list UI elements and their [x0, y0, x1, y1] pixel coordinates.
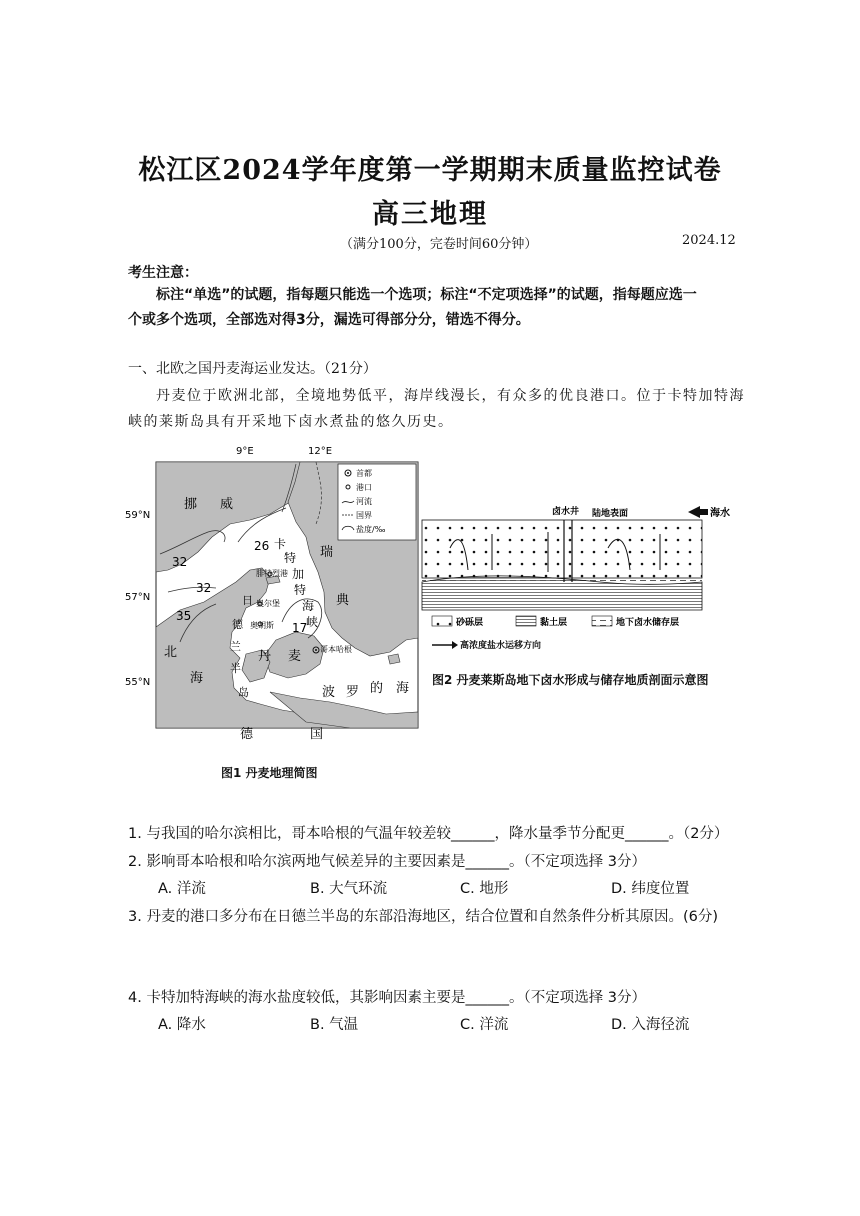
q2-option-d: D. 纬度位置 [611, 881, 690, 897]
capital-dot-copenhagen [315, 649, 317, 651]
label-sweden-2: 典 [336, 593, 350, 608]
city-aalborg: 奥尔堡 [256, 599, 280, 608]
laeso-cross-section [420, 498, 740, 633]
legend-capital-dot [347, 472, 349, 474]
label-norway-1: 挪 [184, 497, 198, 512]
legend-sand: 砂砾层 [456, 618, 484, 628]
notice-line-2: 个或多个选项，全部选对得3分，漏选可得部分分，错选不得分。 [128, 312, 530, 328]
q4-option-d: D. 入海径流 [611, 1017, 690, 1033]
label-denmark-2: 麦 [288, 649, 302, 664]
exam-subtitle: 高三地理 [372, 199, 488, 230]
migration-arrow-icon [432, 640, 458, 650]
q4-option-b: B. 气温 [310, 1017, 359, 1033]
legend-clay-icon [516, 616, 536, 626]
label-kattegat-1: 卡 [274, 537, 287, 551]
section-heading: 一、北欧之国丹麦海运业发达。（21分） [128, 361, 377, 377]
denmark-map [120, 442, 420, 762]
salinity-26: 26 [254, 539, 270, 553]
notice-line-1: 标注“单选”的试题，指每题只能选一个选项；标注“不定项选择”的试题，指每题应选一 [156, 287, 697, 303]
q2-option-b: B. 大气环流 [310, 881, 388, 897]
label-jutland-3: 兰 [230, 640, 241, 653]
label-denmark-1: 丹 [258, 649, 272, 664]
section-intro-1: 丹麦位于欧洲北部，全境地势低平，海岸线漫长，有众多的优良港口。位于卡特加特海 [156, 388, 745, 404]
salinity-32-north: 32 [172, 555, 188, 569]
city-aarhus: 奥胡斯 [250, 621, 274, 630]
label-kattegat-6: 峡 [306, 615, 319, 629]
label-kattegat-2: 特 [284, 551, 297, 565]
bornholm-island [388, 654, 400, 664]
label-north-sea-2: 海 [190, 671, 204, 686]
label-norway-2: 威 [220, 497, 234, 512]
lat-label-59n: 59°N [125, 510, 151, 521]
city-frederikshavn: 腓特烈港 [256, 569, 288, 578]
label-germany-2: 国 [310, 727, 324, 742]
legend-salinity: 盐度/‰ [356, 525, 386, 534]
sea-arrow-icon [688, 506, 700, 518]
legend-brine-icon [592, 616, 612, 626]
lon-label-9e: 9°E [236, 446, 254, 457]
label-baltic-4: 海 [396, 681, 410, 696]
legend-river: 河流 [356, 497, 372, 506]
exam-date: 2024.12 [682, 233, 736, 248]
salinity-35: 35 [176, 609, 192, 623]
sea-arrow-tail [700, 509, 708, 515]
salinity-17: 17 [292, 621, 308, 635]
label-sea: 海水 [710, 508, 730, 519]
label-baltic-3: 的 [370, 681, 384, 696]
q4-option-c: C. 洋流 [460, 1017, 509, 1033]
question-1: 1. 与我国的哈尔滨相比，哥本哈根的气温年较差较______，降水量季节分配更______。（2分） [128, 826, 729, 842]
label-north-sea-1: 北 [164, 645, 178, 660]
legend-migration: 高浓度盐水运移方向 [460, 641, 542, 651]
label-kattegat-4: 特 [294, 583, 307, 597]
section-intro-2: 峡的莱斯岛具有开采地下卤水煮盐的悠久历史。 [128, 414, 454, 430]
question-3: 3. 丹麦的港口多分布在日德兰半岛的东部沿海地区，结合位置和自然条件分析其原因。(6分) [128, 909, 718, 925]
legend-clay: 黏土层 [540, 618, 568, 628]
city-copenhagen: 哥本哈根 [320, 645, 352, 654]
figure2-caption: 图2 丹麦莱斯岛地下卤水形成与储存地质剖面示意图 [432, 673, 709, 687]
legend-capital: 首都 [356, 469, 372, 478]
q2-option-a: A. 洋流 [158, 881, 206, 897]
label-jutland-2: 德 [232, 618, 243, 631]
legend-border: 国界 [356, 511, 372, 520]
lat-label-55n: 55°N [125, 677, 151, 688]
label-kattegat-3: 加 [292, 567, 305, 581]
question-2: 2. 影响哥本哈根和哈尔滨两地气候差异的主要因素是______。（不定项选择 3分） [128, 854, 647, 870]
label-jutland-5: 岛 [238, 686, 249, 699]
label-baltic-1: 波 [322, 685, 336, 700]
label-sweden-1: 瑞 [320, 545, 334, 560]
label-surface: 陆地表面 [592, 509, 629, 519]
notice-heading: 考生注意： [128, 265, 198, 281]
q2-option-c: C. 地形 [460, 881, 509, 897]
label-well: 卤水井 [552, 507, 580, 517]
lat-label-57n: 57°N [125, 592, 151, 603]
exam-title: 松江区2024学年度第一学期期末质量监控试卷 [138, 155, 722, 186]
q4-option-a: A. 降水 [158, 1017, 206, 1033]
legend-port: 港口 [356, 483, 372, 492]
label-jutland-4: 半 [230, 662, 241, 675]
label-jutland-1: 日 [242, 594, 253, 607]
figure1-caption: 图1 丹麦地理简图 [221, 766, 318, 780]
exam-info: （满分100分，完卷时间60分钟） [340, 237, 538, 252]
lon-label-12e: 12°E [308, 446, 333, 457]
salinity-32-mid: 32 [196, 581, 212, 595]
legend-sand-icon [432, 616, 452, 626]
question-4: 4. 卡特加特海峡的海水盐度较低，其影响因素主要是______。（不定项选择 3分） [128, 990, 647, 1006]
label-kattegat-5: 海 [302, 599, 315, 613]
label-baltic-2: 罗 [346, 685, 360, 700]
legend-brine: 地下卤水储存层 [616, 618, 680, 628]
label-germany-1: 德 [240, 727, 254, 742]
